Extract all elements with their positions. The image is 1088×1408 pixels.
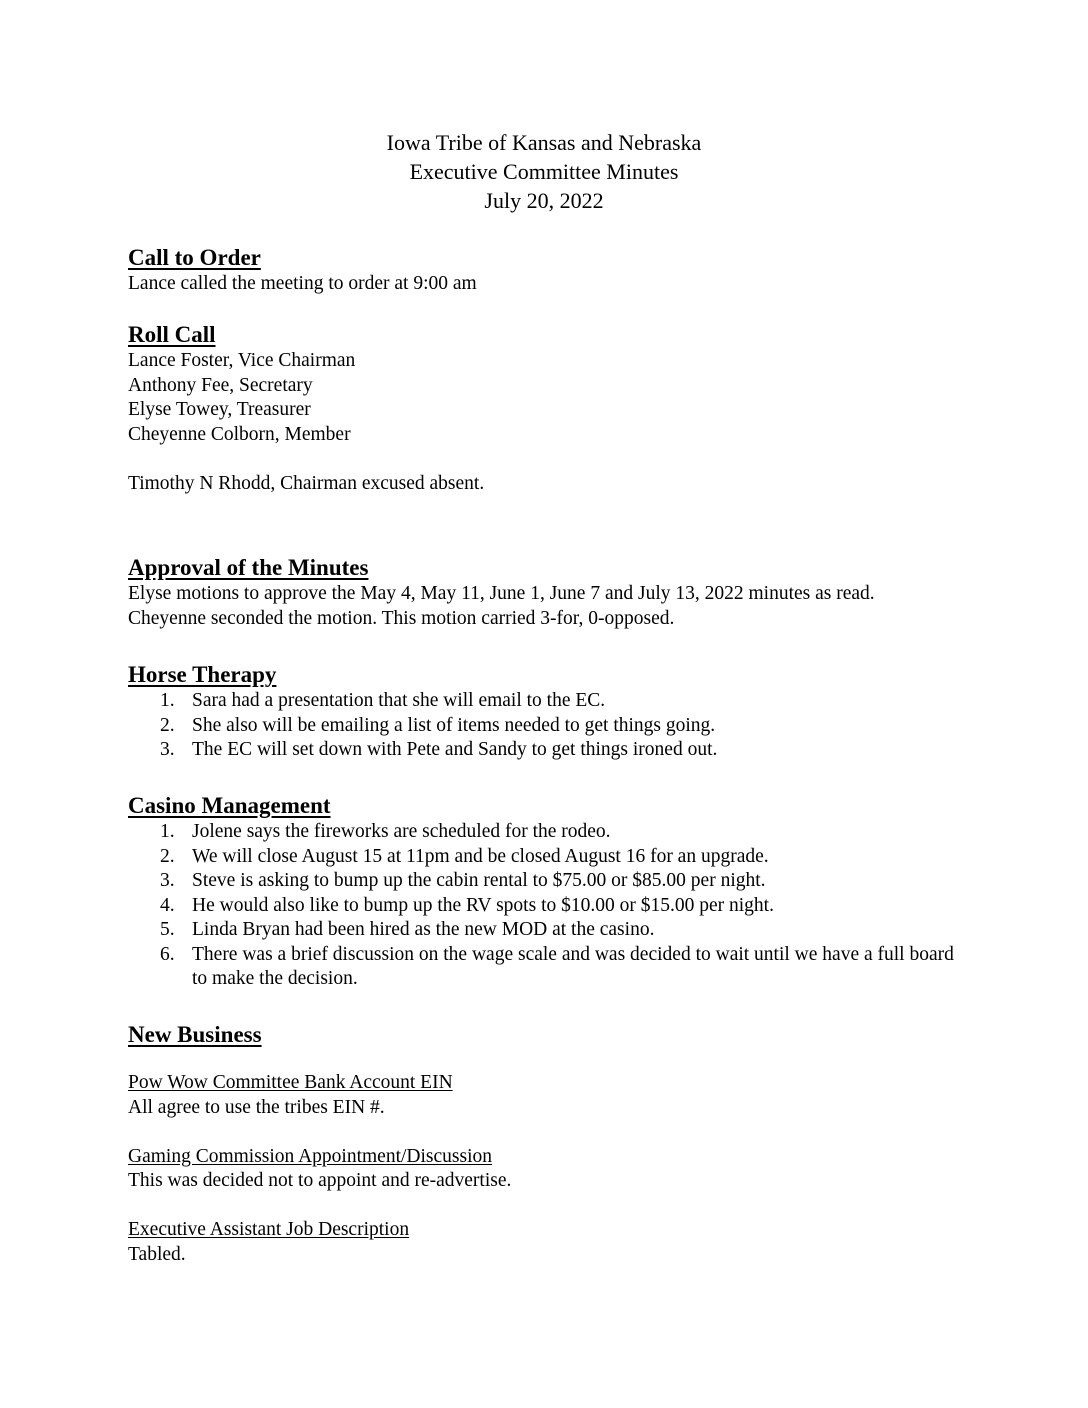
new-business-item-title: Gaming Commission Appointment/Discussion: [128, 1145, 493, 1167]
call-to-order-section: [128, 244, 968, 297]
new-business-item-text: Tabled.: [128, 1243, 186, 1265]
list-item: 2. She also will be emailing a list of items needed to get things going.: [160, 714, 716, 736]
new-business-item: [128, 1145, 968, 1194]
new-business-item-title: Pow Wow Committee Bank Account EIN: [128, 1072, 453, 1093]
new-business-item-text: This was decided not to appoint and re-advertise.: [128, 1170, 512, 1191]
approval-result-text: Cheyenne seconded the motion. This motion carried 3-for, 0-opposed.: [128, 607, 675, 629]
document-header: [0, 128, 1088, 215]
new-business-item: [128, 1071, 968, 1120]
roll-call-heading: Roll Call: [128, 322, 216, 347]
list-item: 3. The EC will set down with Pete and Sandy to get things ironed out.: [160, 739, 718, 760]
list-item: 1. Jolene says the fireworks are scheduled for the rodeo.: [160, 821, 611, 842]
horse-therapy-list: [128, 689, 968, 763]
horse-therapy-heading: Horse Therapy: [128, 662, 277, 687]
document-title: Executive Committee Minutes: [409, 159, 679, 184]
roll-call-member: Anthony Fee, Secretary: [128, 374, 313, 396]
new-business-item: [128, 1218, 968, 1267]
list-item: 2. We will close August 15 at 11pm and be closed August 16 for an upgrade.: [160, 845, 769, 867]
roll-call-member: Cheyenne Colborn, Member: [128, 423, 351, 445]
call-to-order-heading: Call to Order: [128, 245, 261, 270]
list-item: 4. He would also like to bump up the RV spots to $10.00 or $15.00 per night.: [160, 894, 774, 916]
roll-call-absent: Timothy N Rhodd, Chairman excused absent.: [128, 472, 485, 494]
new-business-heading: New Business: [128, 1022, 262, 1047]
organization-name: Iowa Tribe of Kansas and Nebraska: [386, 130, 702, 155]
roll-call-member: Lance Foster, Vice Chairman: [128, 350, 356, 371]
casino-management-heading: Casino Management: [128, 793, 331, 818]
new-business-item-title: Executive Assistant Job Description: [128, 1219, 410, 1240]
list-item: 1. Sara had a presentation that she will email to the EC.: [160, 690, 606, 711]
list-item: 5. Linda Bryan had been hired as the new MOD at the casino.: [160, 919, 655, 940]
list-item: 6. There was a brief discussion on the wage scale and was decided to wait until we have a full board to make the decision.: [160, 943, 954, 989]
approval-motion-text: Elyse motions to approve the May 4, May 11, June 1, June 7 and July 13, 2022 minutes as read.: [128, 583, 875, 604]
call-to-order-text: Lance called the meeting to order at 9:00 am: [128, 273, 477, 294]
meeting-date: July 20, 2022: [484, 188, 604, 213]
approval-section: [128, 554, 968, 631]
approval-heading: Approval of the Minutes: [128, 555, 369, 580]
roll-call-section: [128, 321, 968, 496]
casino-management-section: [128, 792, 968, 992]
horse-therapy-section: [128, 661, 968, 763]
roll-call-member: Elyse Towey, Treasurer: [128, 399, 311, 420]
new-business-item-text: All agree to use the tribes EIN #.: [128, 1096, 385, 1118]
casino-management-list: [128, 820, 968, 992]
new-business-section: [128, 1021, 968, 1267]
list-item: 3. Steve is asking to bump up the cabin rental to $75.00 or $85.00 per night.: [160, 870, 766, 891]
